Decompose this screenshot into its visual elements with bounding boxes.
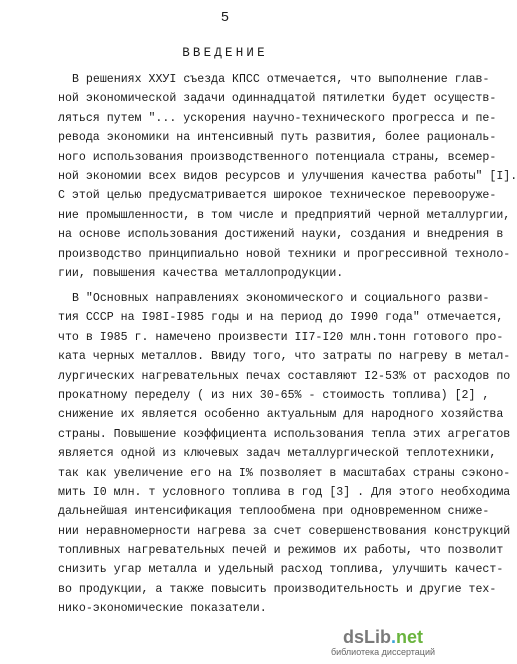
text-line: ной экономической задачи одиннадцатой пятилетки будет осуществ- — [58, 92, 497, 106]
text-line: снижение их является особенно актуальным для народного хозяйства — [58, 408, 504, 422]
page-number: 5 — [220, 10, 230, 26]
text-line: нии неравномерности нагрева за счет совершенствования конструкций — [58, 524, 511, 538]
text-line: во продукции, а также повысить производительность и другие тех- — [58, 582, 497, 596]
text-line: ката черных металлов. Ввиду того, что затраты по нагреву в метал- — [58, 350, 511, 364]
dslib-logo — [328, 627, 438, 647]
section-heading: ВВЕДЕНИЕ — [182, 46, 268, 60]
text-line: страны. Повышение коэффициента использования тепла этих агрегатов — [58, 427, 511, 441]
text-line: ние промышленности, в том числе и предприятий черной металлургии, — [58, 208, 511, 222]
paragraph-2 — [58, 289, 511, 619]
text-line: на основе использования достижений науки, создания и внедрения в — [58, 228, 504, 242]
text-line: снизить угар металла и удельный расход топлива, улучшить качест- — [58, 563, 504, 577]
text-line: является одной из ключевых задач металлургической теплотехники, — [58, 447, 497, 461]
text-line: ной экономии всех видов ресурсов и улучшения качества работы" [I]. — [58, 169, 517, 183]
text-line: что в I985 г. намечено произвести II7-I20 млн.тонн готового про- — [58, 330, 504, 344]
text-line: ревода экономики на интенсивный путь развития, более рациональ- — [58, 131, 497, 145]
text-line: топливных нагревательных печей и режимов их работы, что позволит — [58, 544, 504, 558]
logo-ds-text: dsLib — [342, 627, 391, 647]
logo-net-text: net — [396, 627, 423, 647]
text-line: ного использования производственного потенциала страны, всемер- — [58, 150, 497, 164]
text-line: тия СССР на I98I-I985 годы и на период до I990 года" отмечается, — [58, 311, 504, 325]
text-line: нико-экономические показатели. — [58, 602, 267, 616]
text-line: дальнейшая интенсификация теплообмена при одновременном сниже- — [58, 505, 490, 519]
text-line: производство принципиально новой техники и прогрессивной техноло- — [58, 247, 511, 261]
text-line: ляться путем "... ускорения научно-технического прогресса и пе- — [58, 111, 497, 125]
watermark-tagline: библиотека диссертаций — [330, 647, 435, 657]
text-line: В "Основных направлениях экономического и социального разви- — [72, 292, 490, 305]
text-line: так как увеличение его на I% позволяет в масштабах страны сэконо- — [58, 466, 511, 480]
text-line: лургических нагревательных печах составляют I2-53% от расходов по — [58, 369, 511, 383]
dslib-watermark — [328, 627, 438, 658]
logo-dot-text: . — [390, 627, 396, 647]
text-line: В решениях XXУI съезда КПСС отмечается, что выполнение глав- — [72, 73, 490, 86]
text-line: С этой целью предусматривается широкое техническое перевооруже- — [58, 189, 497, 203]
text-line: мить I0 млн. т условного топлива в год [3] . Для этого необходима — [58, 485, 511, 499]
paragraph-1 — [58, 70, 517, 283]
text-line: прокатному переделу ( из них 30-65% - стоимость топлива) [2] , — [58, 388, 490, 402]
text-line: гии, повышения качества металлопродукции. — [58, 266, 344, 280]
